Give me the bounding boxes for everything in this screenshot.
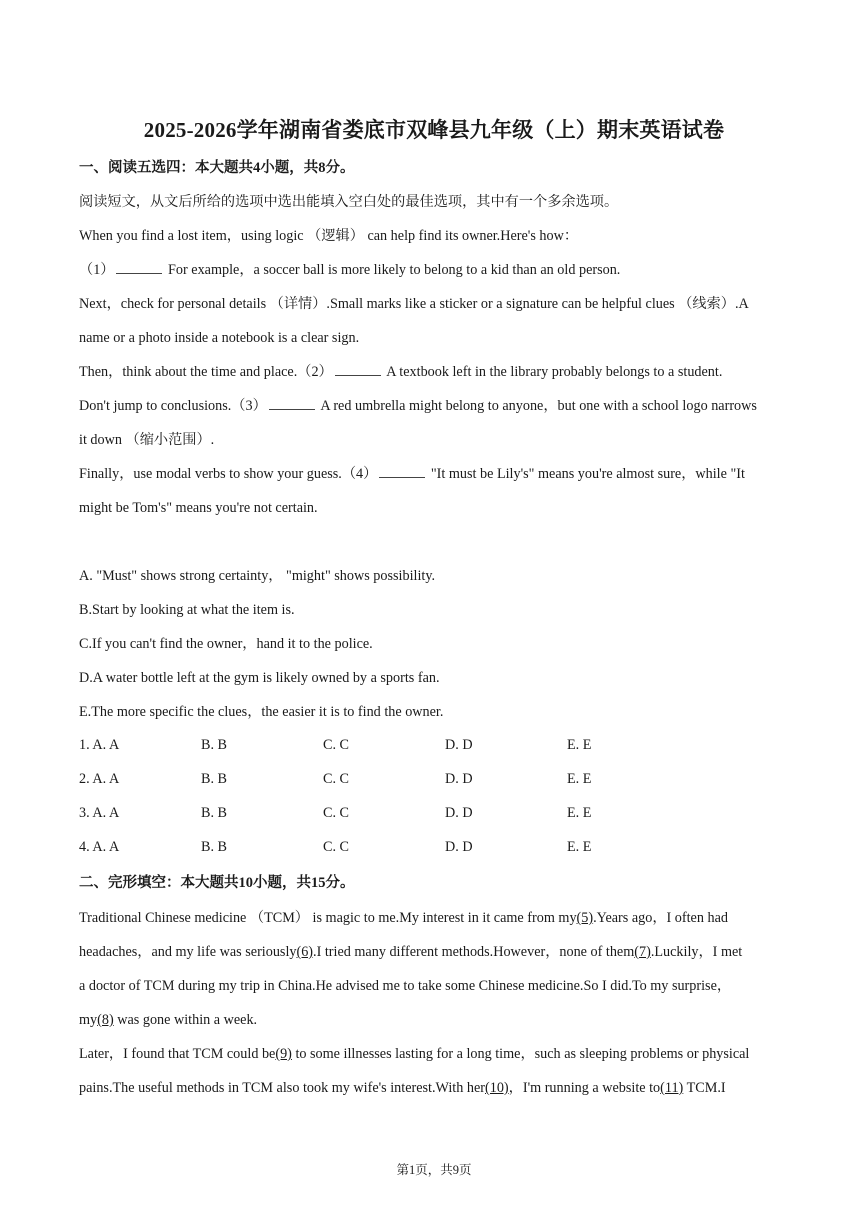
answer-blank-2[interactable] <box>335 363 381 376</box>
passage-line-3: Next，check for personal details （详情）.Small marks like a sticker or a signature can be helpful clues （线索）.A <box>79 296 749 312</box>
answer-blank-4[interactable] <box>379 465 425 478</box>
answer-choice[interactable]: B. B <box>201 771 228 787</box>
option-a: A. "Must" shows strong certainty， "might" shows possibility. <box>79 568 436 584</box>
passage-line-9: might be Tom's" means you're not certain. <box>79 500 318 516</box>
cloze-line-6 <box>79 1078 791 1098</box>
answer-choice[interactable]: 4. A. A <box>79 839 120 855</box>
answer-choice[interactable]: C. C <box>323 771 350 787</box>
cloze-blank-8[interactable]: (8) <box>97 1012 114 1028</box>
passage-text: headaches，and my life was seriously <box>79 944 297 960</box>
passage-text: A red umbrella might belong to anyone，but one with a school logo narrows <box>316 398 757 414</box>
cloze-line-2 <box>79 942 791 962</box>
option-c: C.If you can't find the owner，hand it to the police. <box>79 636 373 652</box>
passage-text: A textbook left in the library probably belongs to a student. <box>382 364 723 380</box>
answer-choice[interactable]: D. D <box>445 737 473 753</box>
answer-choice[interactable]: D. D <box>445 839 473 855</box>
option-b: B.Start by looking at what the item is. <box>79 602 295 618</box>
passage-line-5 <box>79 362 791 382</box>
answer-choice[interactable]: E. E <box>567 737 592 753</box>
passage-text: Then，think about the time and place.（2） <box>79 364 333 380</box>
answer-choice[interactable]: C. C <box>323 839 350 855</box>
answer-choice[interactable]: C. C <box>323 737 350 753</box>
passage-line-8 <box>79 464 791 484</box>
answer-choice[interactable]: C. C <box>323 805 350 821</box>
passage-line-2 <box>79 260 791 280</box>
passage-text: .I tried many different methods.However，none of them <box>313 944 635 960</box>
page-title: 2025-2026学年湖南省娄底市双峰县九年级（上）期末英语试卷 <box>143 118 725 142</box>
passage-text: my <box>79 1012 98 1028</box>
passage-text: Later，I found that TCM could be <box>79 1046 276 1062</box>
passage-text: Finally，use modal verbs to show your guess.（4） <box>79 466 378 482</box>
answer-choice[interactable]: B. B <box>201 839 228 855</box>
answer-choice[interactable]: D. D <box>445 805 473 821</box>
option-e: E.The more specific the clues，the easier it is to find the owner. <box>79 704 444 720</box>
answer-choice[interactable]: B. B <box>201 805 228 821</box>
answer-choice[interactable]: D. D <box>445 771 473 787</box>
cloze-blank-7[interactable]: (7) <box>634 944 651 960</box>
answer-row-3 <box>79 805 791 825</box>
section1-heading: 一、阅读五选四：本大题共4小题，共8分。 <box>79 160 355 176</box>
answer-choice[interactable]: E. E <box>567 805 592 821</box>
passage-text: .Years ago，I often had <box>593 910 728 926</box>
cloze-blank-10[interactable]: (10) <box>485 1080 509 1096</box>
answer-blank-1[interactable] <box>116 261 162 274</box>
passage-line-6 <box>79 396 791 416</box>
cloze-blank-5[interactable]: (5) <box>576 910 594 926</box>
option-d: D.A water bottle left at the gym is likely owned by a sports fan. <box>79 670 440 686</box>
passage-line-4: name or a photo inside a notebook is a clear sign. <box>79 330 360 346</box>
answer-choice[interactable]: 3. A. A <box>79 805 120 821</box>
cloze-line-3: a doctor of TCM during my trip in China.He advised me to take some Chinese medicine.So I did.To my surprise， <box>79 978 732 994</box>
page-number: 第1页，共9页 <box>396 1163 472 1177</box>
passage-line-7: it down （缩小范围）. <box>79 432 215 448</box>
answer-choice[interactable]: 2. A. A <box>79 771 120 787</box>
answer-blank-3[interactable] <box>269 397 315 410</box>
passage-line-1: When you find a lost item，using logic （逻辑） can help find its owner.Here's how： <box>79 228 579 244</box>
section1-instruction: 阅读短文，从文后所给的选项中选出能填入空白处的最佳选项，其中有一个多余选项。 <box>79 194 619 210</box>
passage-text: "It must be Lily's" means you're almost sure，while "It <box>427 466 745 482</box>
cloze-blank-9[interactable]: (9) <box>275 1046 292 1062</box>
passage-text: ，I'm running a website to <box>508 1080 661 1096</box>
blank-label-1: （1） <box>79 262 115 278</box>
answer-choice[interactable]: E. E <box>567 771 592 787</box>
passage-text: .Luckily，I met <box>650 944 743 960</box>
section2-heading: 二、完形填空：本大题共10小题，共15分。 <box>79 875 355 891</box>
passage-text: was gone within a week. <box>113 1012 258 1028</box>
answer-choice[interactable]: E. E <box>567 839 592 855</box>
passage-text: to some illnesses lasting for a long time，such as sleeping problems or physical <box>291 1046 750 1062</box>
cloze-blank-6[interactable]: (6) <box>296 944 314 960</box>
cloze-line-1 <box>79 908 791 928</box>
passage-text: TCM.I <box>683 1080 726 1096</box>
answer-row-2 <box>79 771 791 791</box>
passage-text: For example，a soccer ball is more likely to belong to a kid than an old person. <box>164 262 621 278</box>
cloze-line-5 <box>79 1044 791 1064</box>
answer-row-1 <box>79 737 791 757</box>
cloze-line-4 <box>79 1010 791 1030</box>
answer-row-4 <box>79 839 791 859</box>
cloze-blank-11[interactable]: (11) <box>660 1080 684 1096</box>
passage-text: Don't jump to conclusions.（3） <box>79 398 267 414</box>
passage-text: Traditional Chinese medicine （TCM） is magic to me.My interest in it came from my <box>79 910 577 926</box>
answer-choice[interactable]: 1. A. A <box>79 737 120 753</box>
answer-choice[interactable]: B. B <box>201 737 228 753</box>
passage-text: pains.The useful methods in TCM also took my wife's interest.With her <box>79 1080 486 1096</box>
